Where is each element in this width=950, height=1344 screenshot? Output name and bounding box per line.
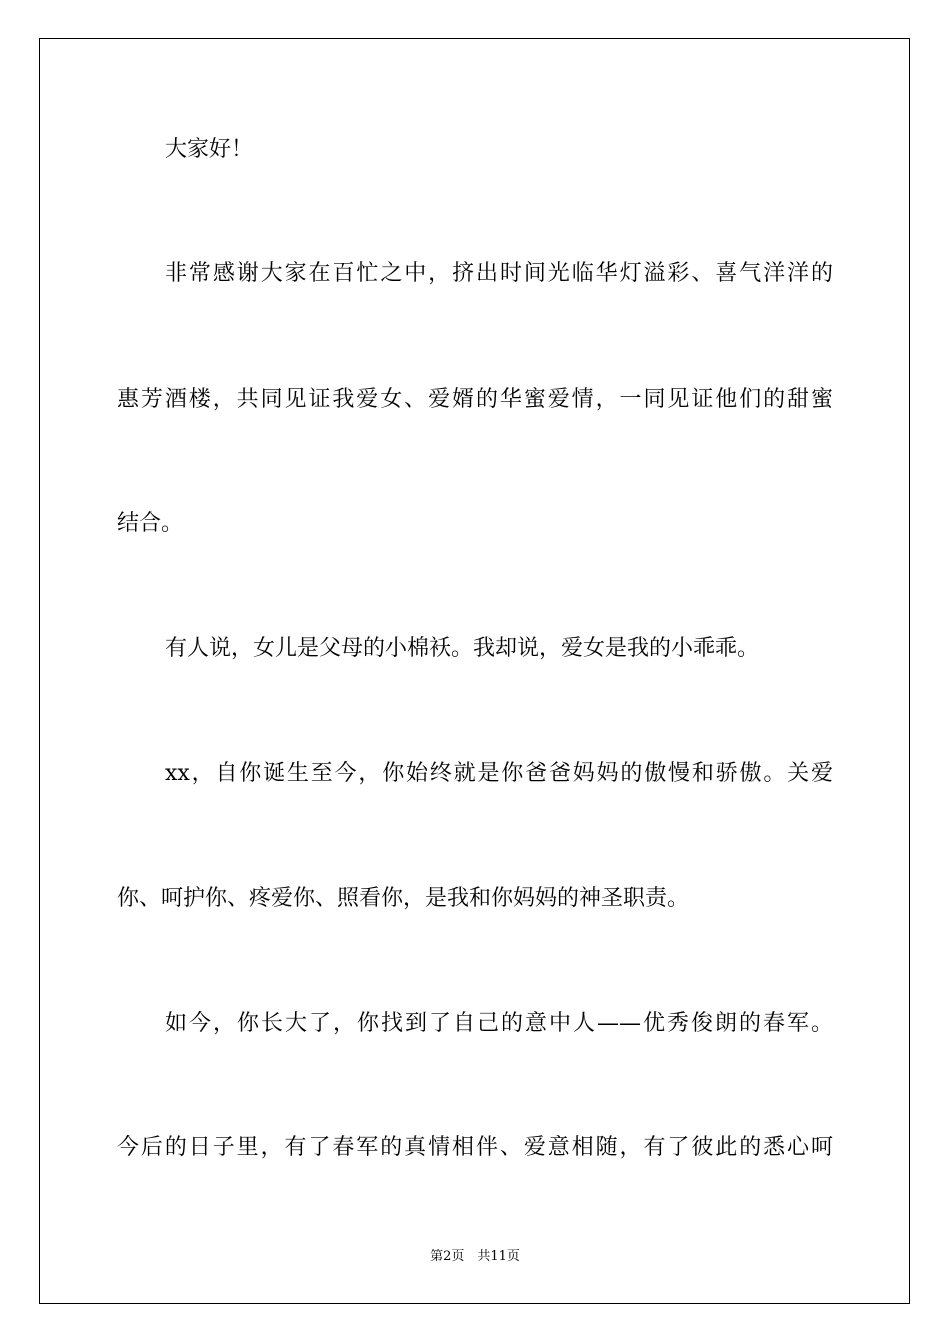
paragraph-line-5: 有人说，女儿是父母的小棉袄。我却说，爱女是我的小乖乖。 xyxy=(165,636,760,661)
page-border xyxy=(39,38,910,1304)
paragraph-line-2: 非常感谢大家在百忙之中，挤出时间光临华灯溢彩、喜气洋洋的 xyxy=(165,261,833,286)
paragraph-line-6: xx，自你诞生至今，你始终就是你爸爸妈妈的傲慢和骄傲。关爱 xyxy=(165,761,833,786)
paragraph-line-4: 结合。 xyxy=(117,511,184,536)
paragraph-line-7: 你、呵护你、疼爱你、照看你，是我和你妈妈的神圣职责。 xyxy=(117,886,690,911)
paragraph-line-8: 如今，你长大了，你找到了自己的意中人——优秀俊朗的春军。 xyxy=(165,1011,833,1036)
paragraph-line-3: 惠芳酒楼，共同见证我爱女、爱婿的华蜜爱情，一同见证他们的甜蜜 xyxy=(117,387,833,412)
page-number-footer: 第2页 共11页 xyxy=(430,1249,520,1264)
paragraph-line-9: 今后的日子里，有了春军的真情相伴、爱意相随，有了彼此的悉心呵 xyxy=(117,1135,833,1160)
paragraph-line-1: 大家好！ xyxy=(165,137,254,162)
